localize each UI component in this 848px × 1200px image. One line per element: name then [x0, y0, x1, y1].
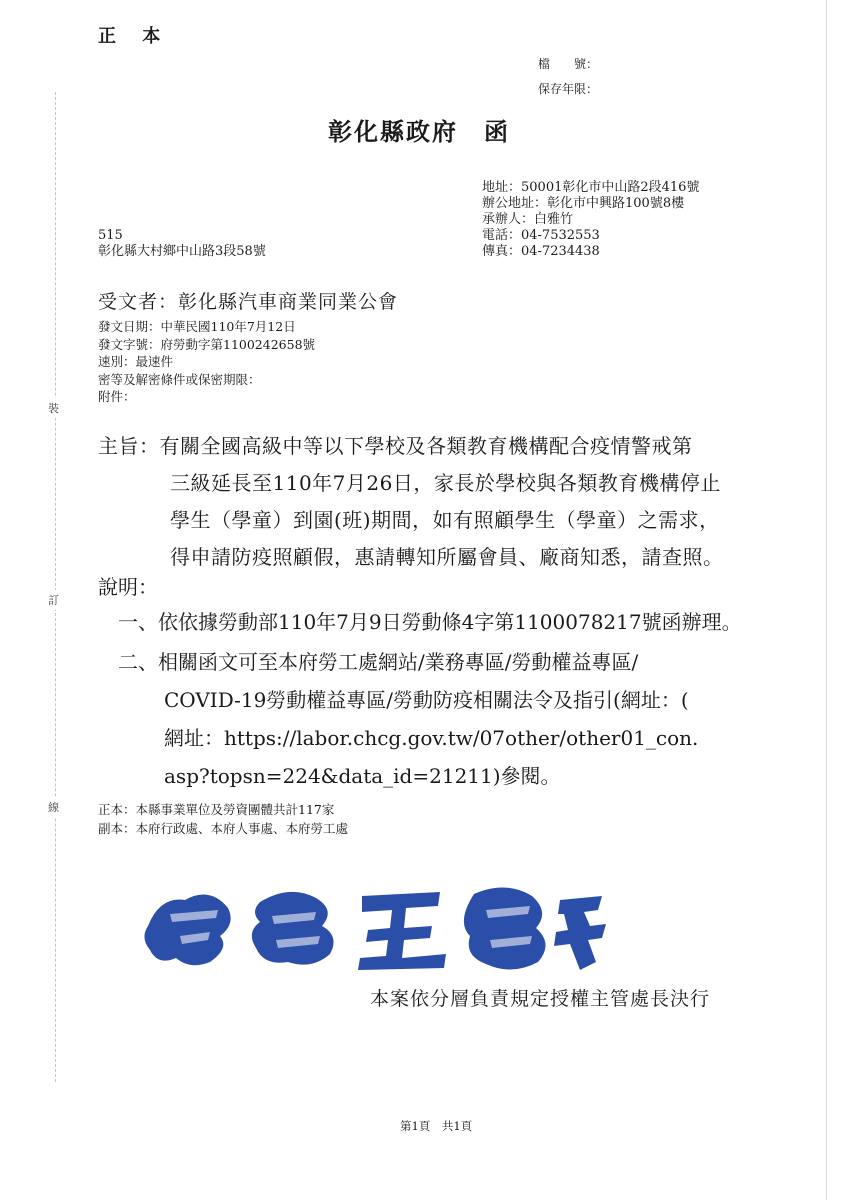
security-level: 密等及解密條件或保密期限：: [98, 371, 261, 387]
explanation-label: 說明：: [98, 575, 158, 599]
recipient-street: 彰化縣大村鄉中山路3段58號: [98, 244, 266, 259]
explanation-item-1: 一、依依據勞動部110年7月9日勞動條4字第1100078217號函辦理。: [118, 610, 742, 634]
signature-graphic: [140, 866, 610, 976]
main-recipients: 正本：本縣事業單位及勞資團體共計117家: [98, 802, 335, 817]
distribution-list: [98, 800, 348, 838]
binding-mark-ding: 訂: [48, 590, 59, 610]
subject-line: 學生（學童）到園(班)期間，如有照顧學生（學童）之需求，: [170, 508, 720, 532]
explanation-item-2: [118, 643, 698, 795]
sender-info: [482, 180, 699, 260]
sender-fax: 傳真：04-7234438: [482, 244, 600, 259]
page-edge-line: [826, 0, 827, 1200]
sender-address: 地址：50001彰化市中山路2段416號: [482, 180, 700, 195]
sender-phone: 電話：04-7532553: [482, 228, 600, 243]
page-number: 第1頁 共1頁: [400, 1119, 473, 1133]
binding-mark-xian: 線: [48, 797, 59, 817]
recipient-line: 受文者：彰化縣汽車商業同業公會: [98, 291, 399, 313]
copy-type-label: 正 本: [98, 26, 171, 47]
recipient-zip: 515: [98, 228, 123, 243]
subject-line: 主旨：有關全國高級中等以下學校及各類教育機構配合疫情警戒第: [98, 434, 693, 458]
subject-paragraph: [98, 428, 724, 576]
sender-office-address: 辦公地址：彰化市中興路100號8樓: [482, 196, 685, 211]
subject-line: 三級延長至110年7月26日，家長於學校與各類教育機構停止: [170, 471, 721, 495]
mayor-signature-stamp: [140, 866, 610, 980]
attachment-label: 附件：: [98, 389, 136, 404]
binding-mark-zhuang: 裝: [48, 398, 59, 418]
approval-note: 本案依分層負責規定授權主管處長決行: [370, 988, 711, 1010]
file-number-label: 檔 號：: [538, 57, 599, 71]
title-organization: 彰化縣政府: [328, 117, 458, 146]
document-meta: [98, 318, 315, 406]
explanation-item-2-line: 二、相關函文可至本府勞工處網站/業務專區/勞動權益專區/: [118, 650, 639, 674]
explanation-item-2-url: 網址：https://labor.chcg.gov.tw/07other/other01_con.: [164, 726, 699, 750]
sender-contact-person: 承辦人：白雅竹: [482, 212, 574, 227]
cc-recipients: 副本：本府行政處、本府人事處、本府勞工處: [98, 821, 349, 836]
binding-line: [55, 92, 56, 1082]
delivery-speed: 速別：最速件: [98, 354, 174, 369]
document-number: 發文字號：府勞動字第1100242658號: [98, 336, 316, 352]
explanation-item-2-line: COVID-19勞動權益專區/勞動防疫相關法令及指引(網址：(: [164, 688, 689, 712]
issue-date: 發文日期：中華民國110年7月12日: [98, 319, 296, 334]
subject-line: 得申請防疫照顧假，惠請轉知所屬會員、廠商知悉，請查照。: [170, 545, 724, 569]
retention-label: 保存年限：: [538, 82, 599, 96]
title-doc-type: 函: [484, 117, 510, 146]
document-title: [328, 112, 510, 147]
recipient-address: [98, 228, 266, 260]
explanation-item-2-line: asp?topsn=224&data_id=21211)參閱。: [164, 764, 561, 788]
